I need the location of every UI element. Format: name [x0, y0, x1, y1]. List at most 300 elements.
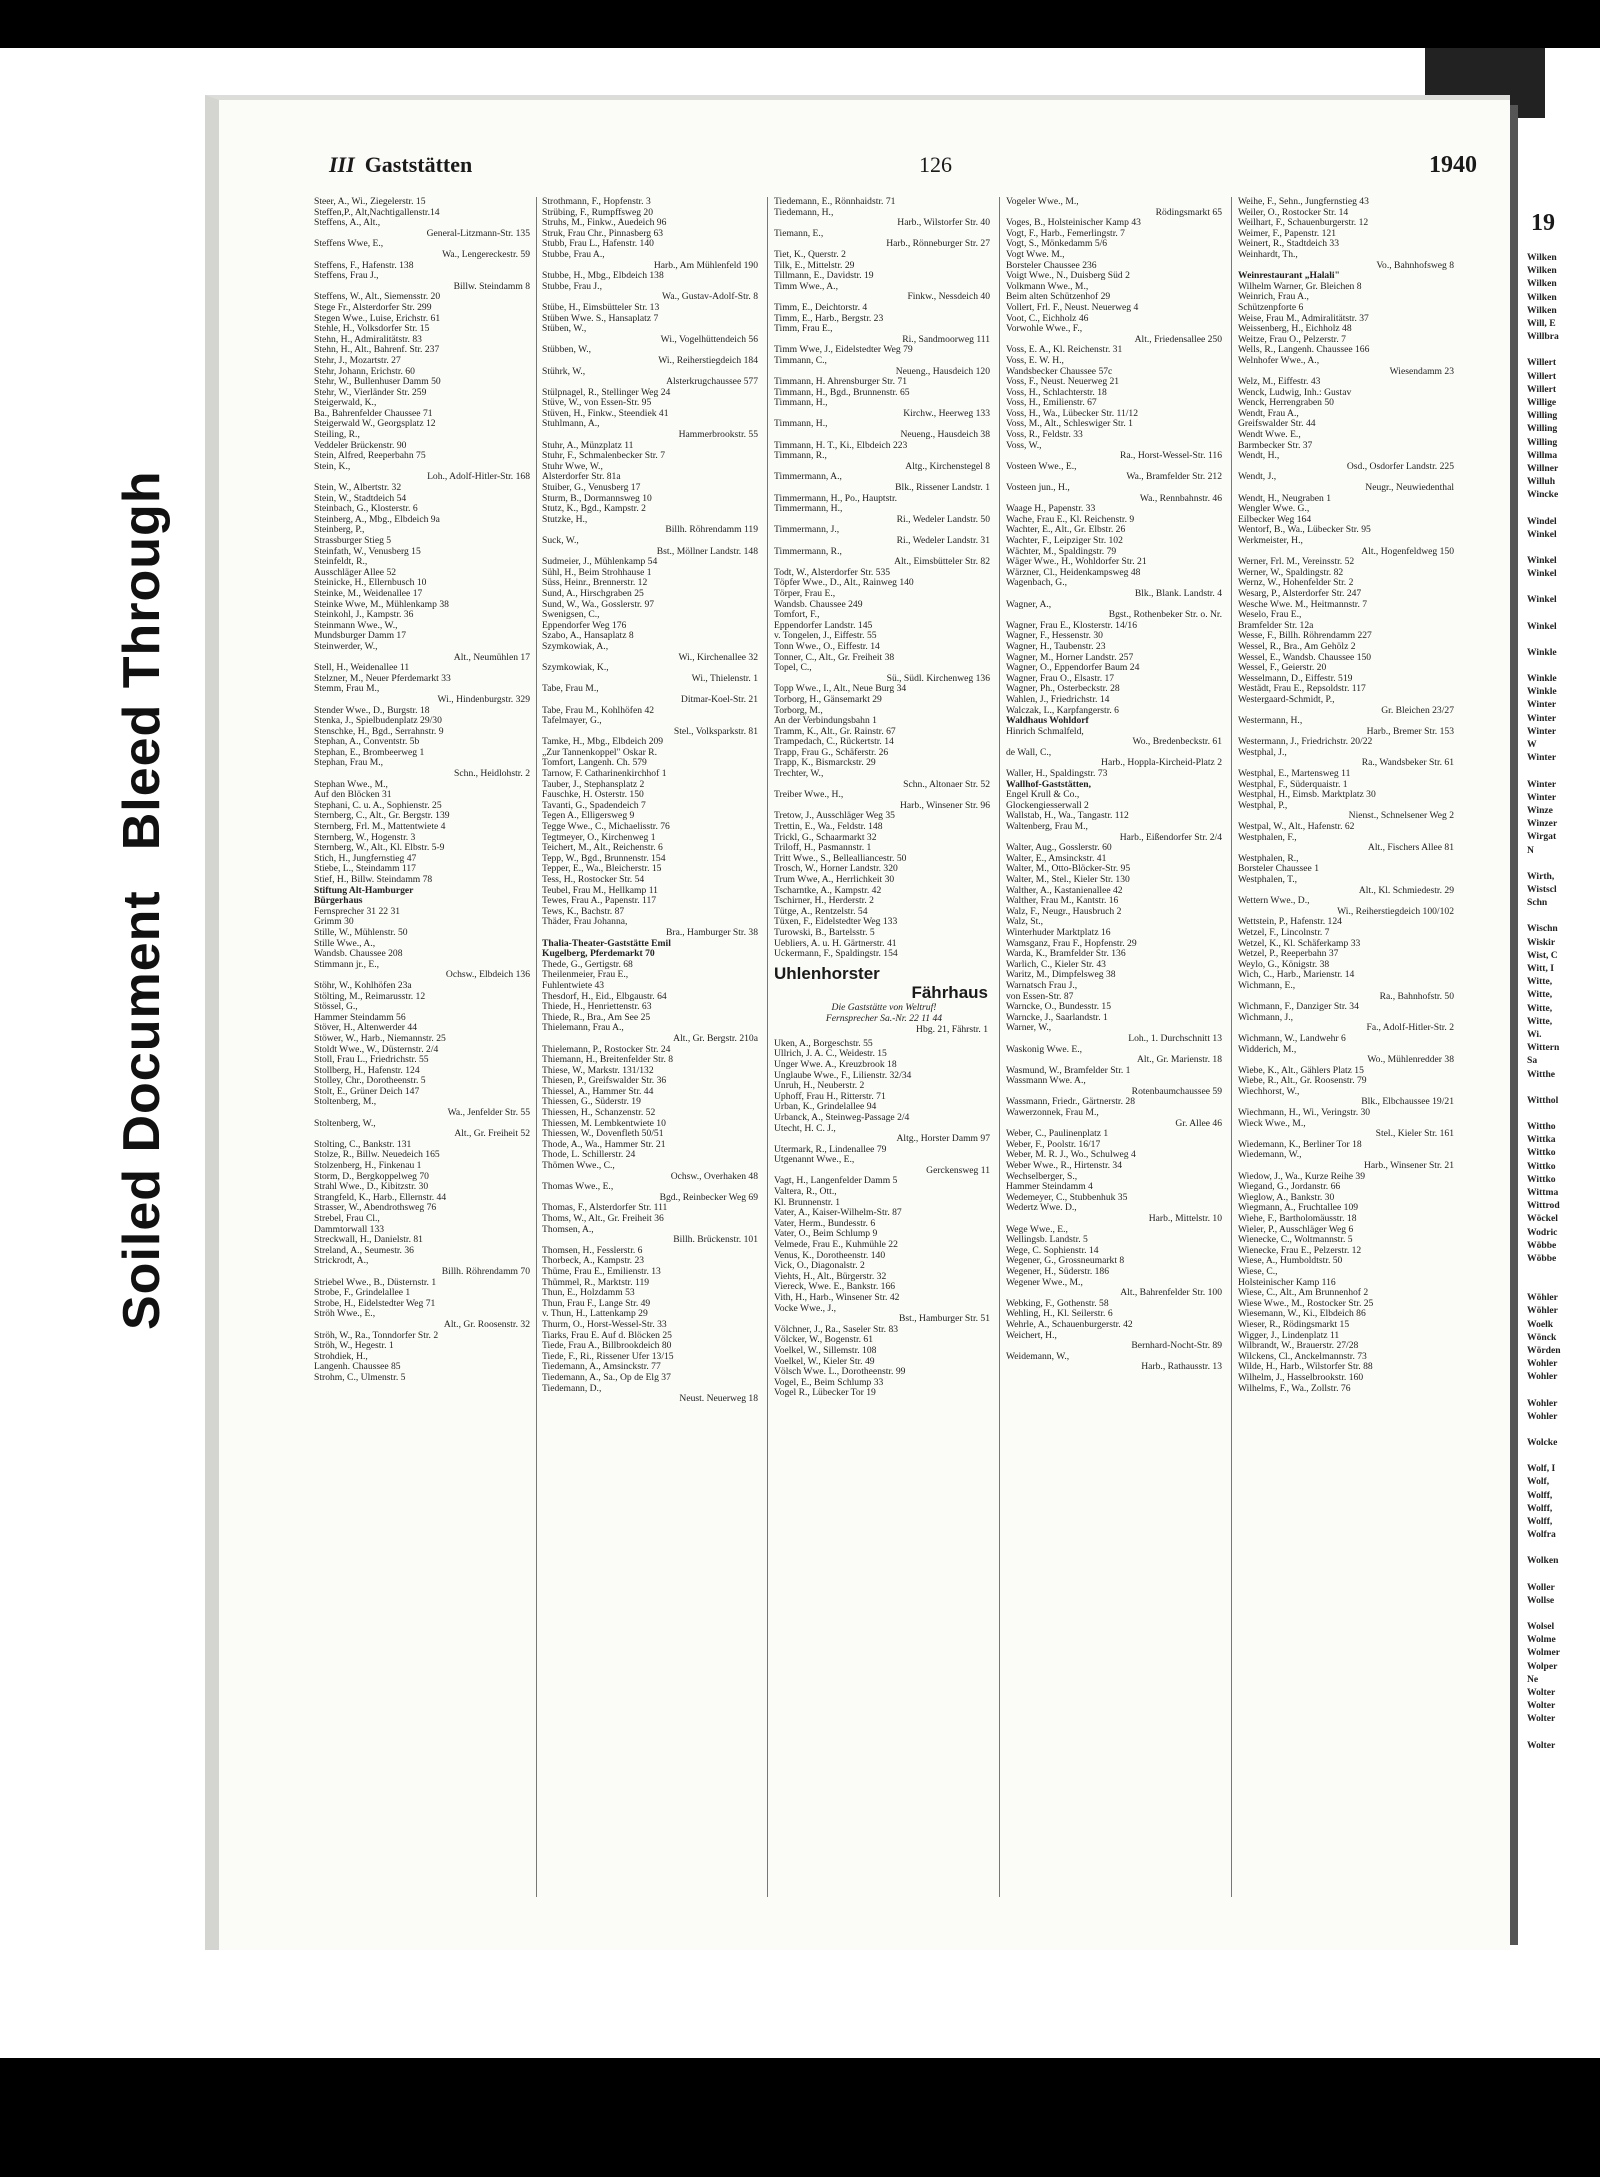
list-item: Wagner, H., Taubenstr. 23 — [1006, 641, 1106, 652]
list-item: Altg., Kirchenstegel 8 — [905, 461, 990, 472]
list-item: Stel., Volksparkstr. 81 — [673, 726, 758, 737]
list-item: General-Litzmann-Str. 135 — [426, 228, 530, 239]
list-item: Tafelmayer, G., — [542, 716, 602, 727]
list-item: Wallstab, H., Wa., Tangastr. 112 — [1006, 811, 1129, 822]
list-item: Wiese, C., — [1238, 1266, 1278, 1277]
peek-line: Willing — [1527, 410, 1558, 422]
list-item: Gr. Bleichen 23/27 — [1381, 705, 1454, 716]
section-number: III — [329, 152, 355, 177]
list-item: Stein, W., Albertstr. 32 — [314, 483, 402, 494]
list-item: Tomfort, F., — [774, 610, 820, 621]
list-item: Trettin, E., Wa., Feldstr. 148 — [774, 822, 883, 833]
list-item: Thomsen, H., Fesslerstr. 6 — [542, 1245, 643, 1256]
list-item: Stolze, R., Billw. Neuedeich 165 — [314, 1150, 440, 1161]
list-item: Wilde, H., Harb., Wilstorfer Str. 88 — [1238, 1362, 1373, 1373]
peek-line: Willert — [1527, 357, 1557, 369]
list-item: Steinke, M., Weidenallee 17 — [314, 588, 423, 599]
list-item: Teichert, M., Alt., Reichenstr. 6 — [542, 843, 663, 854]
ad-title: Uhlenhorster — [774, 963, 880, 983]
list-item: Timm Wwe, J., Eidelstedter Weg 79 — [774, 345, 913, 356]
list-item: Weise, Frau M., Admiralitätstr. 37 — [1238, 313, 1369, 324]
list-item: Thielemann, P., Rostocker Str. 24 — [542, 1044, 671, 1055]
list-item: Waritz, M., Dimpfelsweg 38 — [1006, 970, 1116, 981]
list-item: Wi., Kirchenallee 32 — [678, 652, 758, 663]
list-item: Thomsen, A., — [542, 1224, 594, 1235]
list-item: Ra., Horst-Wessel-Str. 116 — [1120, 451, 1222, 462]
list-item: Ochsw., Overhaken 48 — [670, 1171, 758, 1182]
peek-line: Winkel — [1527, 568, 1557, 580]
list-item: Strothmann, F., Hopfenstr. 3 — [542, 197, 651, 207]
list-item: Voss, F., Neust. Neuerweg 21 — [1006, 377, 1120, 388]
peek-line: Wohler — [1527, 1358, 1558, 1370]
list-item: Wessel, E., Wandsb. Chaussee 150 — [1238, 652, 1372, 663]
list-item: Wachter, E., Alt., Gr. Elbstr. 26 — [1006, 525, 1126, 536]
list-item: An der Verbindungsbahn 1 — [774, 716, 877, 727]
list-item: Steinwerder, W., — [314, 641, 378, 652]
list-item: Stubb, Frau L., Hafenstr. 140 — [542, 239, 654, 250]
list-item: Westphalen, T., — [1238, 875, 1298, 885]
list-item: Völsch Wwe. L., Dorotheenstr. 99 — [774, 1367, 906, 1378]
list-item: Unruh, H., Neuberstr. 2 — [774, 1081, 865, 1092]
list-item: Steffens, F., Hafenstr. 138 — [314, 260, 414, 271]
list-item: Voigt Wwe., N., Duisberg Süd 2 — [1006, 271, 1130, 282]
list-item: Valtera, R., Ott., — [774, 1187, 837, 1198]
list-item: Uphoff, Frau H., Ritterstr. 71 — [774, 1091, 886, 1102]
list-item: Swenigsen, C., — [542, 610, 600, 621]
list-item: Stuhlmann, A., — [542, 419, 600, 430]
list-item: Werner, Frl. M., Vereinsstr. 52 — [1238, 557, 1355, 568]
list-item: Stöwer, W., Harb., Niemannstr. 25 — [314, 1033, 446, 1044]
peek-line: Wolter — [1527, 1739, 1556, 1751]
list-item: Tews, K., Bachstr. 87 — [542, 906, 625, 917]
list-item: Steinfath, W., Venusberg 15 — [314, 546, 421, 557]
peek-line: Will, E — [1527, 318, 1556, 330]
list-item: Torborg, M., — [774, 705, 823, 716]
list-item: Strangfeld, K., Harb., Ellernstr. 44 — [314, 1192, 447, 1203]
list-item: Sü., Südl. Kirchenweg 136 — [886, 673, 990, 684]
list-item: Harb., Rönneburger Str. 27 — [886, 239, 990, 250]
list-item: Theilenmeier, Frau E., — [542, 970, 629, 981]
list-item: Vater, A., Kaiser-Wilhelm-Str. 87 — [774, 1208, 902, 1219]
list-item: Wassmann, Friedr., Gärtnerstr. 28 — [1006, 1097, 1135, 1108]
list-item: Tamke, H., Mbg., Elbdeich 209 — [542, 737, 664, 748]
list-item: Altg., Horster Damm 97 — [896, 1134, 990, 1145]
list-item: Thorbeck, A., Kampstr. 23 — [542, 1256, 645, 1267]
list-item: Bra., Hamburger Str. 38 — [665, 927, 758, 938]
list-item: Wieser, R., Rödingsmarkt 15 — [1238, 1319, 1350, 1330]
list-item: Kirchw., Heerweg 133 — [903, 408, 990, 419]
list-item: Strebel, Frau Cl., — [314, 1214, 380, 1224]
list-item: Stubbe, Frau J., — [542, 281, 602, 292]
list-item: Velmede, Frau E., Kuhmühle 22 — [774, 1240, 898, 1251]
peek-line: Winkel — [1527, 620, 1557, 632]
stamp-soiled-document: Soiled Document — [113, 890, 171, 1330]
list-item: Wa., Bramfelder Str. 212 — [1126, 472, 1222, 483]
list-item: Wiebe, K., Alt., Gählers Platz 15 — [1238, 1065, 1364, 1076]
peek-line — [1527, 541, 1600, 554]
list-item: Weissenberg, H., Eichholz 48 — [1238, 324, 1352, 335]
column-2 — [542, 197, 762, 1897]
list-item: Alt., Gr. Bergstr. 210a — [673, 1033, 758, 1044]
list-item: Dammtorwall 133 — [314, 1224, 385, 1235]
list-item: Tauber, J., Stephansplatz 2 — [542, 779, 645, 790]
peek-line — [1527, 1726, 1600, 1739]
list-item: Streckwall, H., Danielstr. 81 — [314, 1235, 423, 1246]
list-item: Stührk, W., — [542, 366, 586, 377]
list-item: Voss, W., — [1006, 440, 1042, 451]
list-item: Stehn, H., Alt., Bahrenf. Str. 237 — [314, 345, 440, 356]
peek-line: Wohler — [1527, 1397, 1558, 1409]
list-item: Harb., Wilstorfer Str. 40 — [897, 218, 990, 229]
list-item: Osd., Osdorfer Landstr. 225 — [1346, 461, 1454, 472]
list-item: Schn., Heidlohstr. 2 — [454, 769, 530, 780]
section-heading — [329, 152, 472, 178]
list-item: Topp Wwe., I., Alt., Neue Burg 34 — [774, 684, 907, 695]
list-item: Warncke, J., Saarlandstr. 1 — [1006, 1012, 1108, 1023]
peek-line: Witt, I — [1527, 962, 1555, 974]
list-item: Steinbach, G., Klosterstr. 6 — [314, 504, 418, 515]
list-item: Vith, H., Harb., Winsener Str. 42 — [774, 1293, 900, 1303]
list-item: Stüven, H., Finkw., Steendiek 41 — [542, 408, 669, 419]
list-item: Stegen Wwe., Luise, Erichstr. 61 — [314, 313, 441, 324]
list-item: Stief, H., Billw. Steindamm 78 — [314, 875, 433, 885]
list-item: Wesse, F., Billh. Röhrendamm 227 — [1238, 631, 1372, 642]
peek-line: Wolf, I — [1527, 1463, 1556, 1475]
list-item: Volkmann Wwe., M., — [1006, 281, 1089, 292]
section-title: Gaststätten — [364, 152, 473, 177]
peek-line: Wodric — [1527, 1226, 1558, 1238]
peek-line: Witte, — [1527, 976, 1553, 988]
list-item: Wa., Jenfelder Str. 55 — [447, 1108, 530, 1119]
list-item: Westphalen, R., — [1238, 853, 1299, 864]
list-item: Rotenbaumchaussee 59 — [1131, 1086, 1222, 1097]
list-item: Weinert, R., Stadtdeich 33 — [1238, 239, 1340, 250]
list-item: Tonner, C., Alt., Gr. Freiheit 38 — [774, 652, 895, 663]
list-item: Steffens, Frau J., — [314, 271, 379, 282]
peek-line: Winze — [1527, 804, 1553, 816]
list-item: Strobe, H., Eidelstedter Weg 71 — [314, 1298, 436, 1309]
list-item: Thun, E., Holzdamm 53 — [542, 1288, 635, 1299]
list-item: Thielemann, Frau A., — [542, 1023, 624, 1034]
list-item: Stehr, J., Mozartstr. 27 — [314, 355, 401, 366]
list-item: Ditmar-Koel-Str. 21 — [680, 694, 758, 705]
list-item: Voss, R., Feldstr. 33 — [1006, 430, 1083, 441]
list-item: Stülpnagel, R., Stellinger Weg 24 — [542, 387, 671, 398]
list-item: Westphal, P., — [1238, 800, 1288, 811]
peek-line: Wirth, — [1527, 870, 1555, 882]
list-item: Walter, M., Otto-Blöcker-Str. 95 — [1006, 864, 1131, 875]
list-item: Stein, W., Stadtdeich 54 — [314, 493, 407, 504]
list-item: Walther, A., Kastanienallee 42 — [1006, 885, 1123, 896]
list-item: Todt, W., Alsterdorfer Str. 535 — [774, 567, 891, 578]
list-item: Tütge, A., Rentzelstr. 54 — [774, 906, 868, 917]
list-item: Stiftung Alt-Hamburger — [314, 885, 414, 896]
list-item: Voelkel, W., Kieler Str. 49 — [774, 1356, 875, 1367]
peek-line: W — [1527, 739, 1537, 751]
list-item: Wagner, M., Horner Landstr. 257 — [1006, 652, 1134, 663]
list-item: Wetzel, K., Kl. Schäferkamp 33 — [1238, 938, 1361, 949]
list-item: Alt., Gr. Marienstr. 18 — [1136, 1055, 1222, 1066]
list-item: Wiesendamm 23 — [1389, 366, 1454, 377]
list-item: Stehr, W., Bullenhuser Damm 50 — [314, 377, 441, 388]
ad-title-2: Fährhaus — [911, 982, 988, 1002]
list-item: Wiedow, J., Wa., Kurze Reihe 39 — [1238, 1171, 1365, 1182]
list-item: Steinkohl, J., Kampstr. 36 — [314, 610, 414, 621]
list-item: Wengler Wwe. G., — [1238, 504, 1310, 515]
list-item: Timm, E., Harb., Bergstr. 23 — [774, 313, 884, 324]
list-item: Tillmann, E., Davidstr. 19 — [774, 271, 874, 282]
list-item: Eppendorfer Landstr. 145 — [774, 620, 873, 631]
peek-line: Wittho — [1527, 1120, 1556, 1132]
list-item: Wandsbecker Chaussee 57c — [1006, 366, 1113, 377]
list-item: Stenschke, H., Bgd., Serrahnstr. 9 — [314, 726, 444, 737]
list-item: de Wall, C., — [1006, 747, 1052, 758]
list-item: Uken, A., Borgeschstr. 55 — [774, 1038, 873, 1049]
peek-line: Wilken — [1527, 278, 1557, 290]
list-item: Timmann, H., — [774, 419, 828, 430]
list-item: Wilhelms, F., Wa., Zollstr. 76 — [1238, 1383, 1351, 1394]
list-item: Wiehe, F., Bartholomäusstr. 18 — [1238, 1214, 1357, 1224]
list-item: von Essen-Str. 87 — [1006, 991, 1074, 1002]
list-item: Torborg, H., Gänsemarkt 29 — [774, 694, 882, 705]
list-item: Stenka, J., Spielbudenplatz 29/30 — [314, 716, 442, 727]
peek-line: Wöbbe — [1527, 1239, 1557, 1251]
list-item: Tegen A., Elligersweg 9 — [542, 811, 635, 822]
list-item: „Zur Tannenkoppel" Oskar R. — [542, 747, 657, 758]
list-item: Trickl, G., Schaarmarkt 32 — [774, 832, 877, 843]
list-item: Harb., Eißendorfer Str. 2/4 — [1119, 832, 1222, 843]
list-item: Trapp, Frau G., Schäferstr. 26 — [774, 747, 889, 758]
list-item: Ba., Bahrenfelder Chaussee 71 — [314, 408, 433, 419]
list-item: Wiechmann, H., Wi., Veringstr. 30 — [1238, 1108, 1371, 1119]
list-item: Tretow, J., Ausschläger Weg 35 — [774, 811, 895, 822]
list-item: Wi., Reiherstiegdeich 100/102 — [1337, 906, 1454, 917]
list-item: Stephan, E., Brombeerweg 1 — [314, 747, 425, 758]
list-item: Walter, Aug., Gosslerstr. 60 — [1006, 843, 1112, 854]
list-item: Auf den Blöcken 31 — [314, 790, 392, 801]
list-item: Weber, M. R. J., Wo., Schulweg 4 — [1006, 1150, 1136, 1161]
list-item: Stender Wwe., D., Burgstr. 18 — [314, 705, 430, 716]
list-item: Vogt, F., Harb., Femerlingstr. 7 — [1006, 228, 1125, 239]
list-item: Stille Wwe., A., — [314, 938, 376, 949]
list-item: Wettern Wwe., D., — [1238, 896, 1310, 907]
list-item: Billh. Röhrendamm 119 — [665, 525, 758, 536]
list-item: Wallhof-Gaststätten, — [1006, 779, 1092, 790]
list-item: Venus, K., Dorotheenstr. 140 — [774, 1250, 886, 1261]
peek-line — [1527, 1384, 1600, 1397]
peek-line: Willma — [1527, 449, 1558, 461]
list-item: Striebel Wwe., B., Düsternstr. 1 — [314, 1277, 437, 1288]
peek-line: Wolff, — [1527, 1516, 1553, 1528]
ad-line: Die Gaststätte von Weltruf! — [831, 1001, 937, 1013]
list-item: Wegener Wwe., M., — [1006, 1277, 1083, 1288]
list-item: Blk., Elbchaussee 19/21 — [1361, 1097, 1454, 1108]
list-item: Wedertz Wwe. D., — [1006, 1203, 1077, 1214]
list-item: Steinicke, H., Ellernbusch 10 — [314, 578, 427, 589]
peek-line: Wittrod — [1527, 1200, 1560, 1212]
list-item: Stiebe, L., Steindamm 117 — [314, 864, 416, 875]
peek-line: Wolff, — [1527, 1502, 1553, 1514]
peek-line: Wilken — [1527, 265, 1557, 277]
peek-line: Wilken — [1527, 304, 1557, 316]
list-item: Ri., Wedeler Landstr. 50 — [896, 514, 990, 525]
column-divider — [1231, 197, 1232, 1897]
list-item: Rödingsmarkt 65 — [1155, 207, 1222, 218]
list-item: Strübing, F., Rumpffsweg 20 — [542, 207, 653, 218]
list-item: Alt., Hogenfeldweg 150 — [1361, 546, 1454, 557]
list-item: Thümmel, R., Marktstr. 119 — [542, 1277, 650, 1288]
list-item: Wigger, J., Lindenplatz 11 — [1238, 1330, 1340, 1341]
peek-line: Wolfra — [1527, 1529, 1556, 1541]
list-item: Tritt Wwe., S., Bellealliancestr. 50 — [774, 853, 907, 864]
list-item: Tiedemann, A., Sa., Op de Elg 37 — [542, 1372, 671, 1383]
list-item: Tiedemann, A., Amsinckstr. 77 — [542, 1362, 661, 1373]
list-item: Wilhelm Warner, Gr. Bleichen 8 — [1238, 281, 1362, 292]
list-item: Stolzenberg, H., Finkenau 1 — [314, 1161, 422, 1172]
list-item: Timmann, C., — [774, 355, 827, 366]
column-3 — [774, 197, 994, 1897]
list-item: Wellingsb. Landstr. 5 — [1006, 1235, 1088, 1246]
list-item: Stehr, W., Vierländer Str. 259 — [314, 387, 427, 398]
peek-line — [1527, 1607, 1600, 1620]
list-item: Tiedemann, H., — [774, 207, 834, 218]
peek-line: Willert — [1527, 383, 1557, 395]
list-item: Viereck, Wwe. E., Bankstr. 166 — [774, 1282, 896, 1293]
list-item: Stehr, Johann, Erichstr. 60 — [314, 366, 415, 377]
list-item: Timm, Frau E., — [774, 324, 833, 335]
list-item: Weinrich, Frau A., — [1238, 292, 1309, 303]
peek-line — [1527, 343, 1600, 356]
list-item: Wiechhorst, W., — [1238, 1086, 1300, 1097]
list-item: Steinmann Wwe., W., — [314, 620, 398, 631]
list-item: Wehrle, A., Schauenburgerstr. 42 — [1006, 1319, 1133, 1330]
list-item: Stein, K., — [314, 461, 351, 472]
list-item: Weber Wwe., R., Hirtenstr. 34 — [1006, 1161, 1123, 1172]
list-item: Tess, H., Rostocker Str. 54 — [542, 875, 645, 885]
peek-line — [1527, 1265, 1600, 1278]
list-item: Kl. Brunnenstr. 1 — [774, 1197, 841, 1208]
list-item: Wi., Vogelhüttendeich 56 — [660, 334, 758, 345]
list-item: Fernsprecher 31 22 31 — [314, 906, 401, 917]
list-item: Tiedemann, D., — [542, 1383, 602, 1394]
peek-line — [1527, 633, 1600, 646]
list-item: Westphal, J., — [1238, 747, 1287, 758]
listing-columns — [314, 197, 1519, 1897]
list-item: Westädt, Frau E., Repsoldstr. 117 — [1238, 684, 1366, 695]
peek-line: Ne — [1527, 1673, 1539, 1685]
list-item: Thiede, R., Bra., Am See 25 — [542, 1012, 651, 1023]
list-item: Strohm, C., Ulmenstr. 5 — [314, 1372, 406, 1383]
peek-line: Wöhler — [1527, 1305, 1558, 1317]
list-item: Greifswalder Str. 44 — [1238, 419, 1316, 430]
list-item: Wessel, R., Bra., Am Gehölz 2 — [1238, 641, 1356, 652]
list-item: Voss, H., Wa., Lübecker Str. 11/12 — [1006, 408, 1139, 419]
list-item: Wahlen, J., Friedrichstr. 14 — [1006, 694, 1110, 705]
peek-line: Winkel — [1527, 555, 1557, 567]
list-item: Bernhard-Nocht-Str. 89 — [1131, 1341, 1222, 1352]
list-item: Ullrich, J. A. C., Weidestr. 15 — [774, 1049, 887, 1060]
list-item: Steigerwald W., Georgsplatz 12 — [314, 419, 436, 430]
list-item: Tiarks, Frau E. Auf d. Blöcken 25 — [542, 1330, 672, 1341]
list-item: Vosteen jun., H., — [1006, 483, 1070, 494]
list-item: Eppendorfer Weg 176 — [542, 620, 627, 631]
list-item: Wagner, A., — [1006, 599, 1052, 610]
list-item: Wenck, Ludwig, Inh.: Gustav — [1238, 387, 1352, 398]
list-item: Tiedemann, E., Rönnhaidstr. 71 — [774, 197, 896, 207]
list-item: Völchner, J., Ra., Saseler Str. 83 — [774, 1324, 899, 1335]
list-item: Sudmeier, J., Mühlenkamp 54 — [542, 557, 658, 568]
list-item: Süss, Heinr., Brennerstr. 12 — [542, 578, 648, 589]
list-item: Wiebe, R., Alt., Gr. Roosenstr. 79 — [1238, 1076, 1367, 1087]
list-item: Strahl Wwe., D., Kibitzstr. 30 — [314, 1182, 429, 1193]
list-item: Vo., Bahnhofsweg 8 — [1376, 260, 1454, 271]
peek-line: Wolf, — [1527, 1476, 1550, 1488]
list-item: Fa., Adolf-Hitler-Str. 2 — [1366, 1023, 1454, 1034]
peek-line: Winter — [1527, 778, 1557, 790]
column-divider — [767, 197, 768, 1897]
list-item: Wagner, F., Hessenstr. 30 — [1006, 631, 1103, 642]
list-item: Werner, W., Spaldingstr. 82 — [1238, 567, 1344, 578]
list-item: Tiemann, E., — [774, 228, 824, 239]
peek-line: Winter — [1527, 752, 1557, 764]
list-item: Wiese, A., Humboldtstr. 50 — [1238, 1256, 1343, 1267]
list-item: Unger Wwe. A., Kreuzbrook 18 — [774, 1059, 897, 1070]
list-item: Wienecke, C., Woltmannstr. 5 — [1238, 1235, 1353, 1246]
list-item: Sternberg, W., Hogenstr. 3 — [314, 832, 416, 843]
list-item: Hammer Steindamm 4 — [1006, 1182, 1093, 1193]
peek-line: Wirgat — [1527, 831, 1557, 843]
list-item: Tonn Wwe., O., Eiffestr. 14 — [774, 641, 880, 652]
list-item: Stell, H., Weidenallee 11 — [314, 663, 410, 674]
list-item: Thede, G., Gertigstr. 68 — [542, 959, 633, 970]
list-item: Thiemann, H., Breitenfelder Str. 8 — [542, 1055, 674, 1066]
list-item: Wi., Thielenstr. 1 — [691, 673, 758, 684]
list-item: Ochsw., Elbdeich 136 — [445, 970, 530, 981]
list-item: Wenck, Herrengraben 50 — [1238, 398, 1334, 409]
list-item: Wachter, F., Leipziger Str. 102 — [1006, 536, 1123, 546]
list-item: Steffens, W., Alt., Siemensstr. 20 — [314, 292, 441, 303]
list-item: Weinrestaurant „Halali" — [1238, 271, 1340, 282]
list-item: Stelzner, M., Neuer Pferdemarkt 33 — [314, 673, 451, 684]
list-item: Voot, C., Eichholz 46 — [1006, 313, 1089, 324]
list-item: Warlich, C., Kieler Str. 43 — [1006, 959, 1106, 970]
list-item: Sternberg, C., Alt., Gr. Bergstr. 139 — [314, 811, 450, 822]
list-item: Wege, C. Sophienstr. 14 — [1006, 1245, 1099, 1256]
list-item: Thüme, Frau E., Emilienstr. 13 — [542, 1266, 661, 1277]
list-item: Streland, A., Seumestr. 36 — [314, 1245, 414, 1256]
list-item: Alt., Neumühlen 17 — [453, 652, 530, 663]
list-item: Wagner, Frau E., Klosterstr. 14/16 — [1006, 620, 1137, 631]
list-item: Werkmeister, H., — [1238, 536, 1303, 546]
peek-line: Wilken — [1527, 252, 1557, 263]
list-item: Steer, A., Wi., Ziegelerstr. 15 — [314, 197, 426, 207]
list-item: Wendt, H., — [1238, 451, 1280, 462]
list-item: Stuhr, F., Schmalenbecker Str. 7 — [542, 451, 666, 462]
list-item: Ströh, W., Hegestr. 1 — [314, 1341, 394, 1352]
list-item: Wandsb. Chaussee 208 — [314, 949, 403, 960]
list-item: Töpfer Wwe., D., Alt., Rainweg 140 — [774, 578, 914, 589]
list-item: Wa., Lengereckestr. 59 — [442, 249, 530, 260]
list-item: Westergaard-Schmidt, P., — [1238, 694, 1335, 705]
peek-line: Wischn — [1527, 923, 1558, 935]
list-item: Wawerzonnek, Frau M., — [1006, 1108, 1099, 1119]
list-item: Wege Wwe., E., — [1006, 1224, 1068, 1235]
list-item: Wendt Wwe. E., — [1238, 430, 1301, 441]
list-item: Vocke Wwe., J., — [774, 1303, 836, 1314]
list-item: Weber, C., Paulinenplatz 1 — [1006, 1129, 1109, 1140]
peek-line: Winkle — [1527, 646, 1557, 658]
list-item: Stege Fr., Alsterdorfer Str. 299 — [314, 302, 432, 313]
